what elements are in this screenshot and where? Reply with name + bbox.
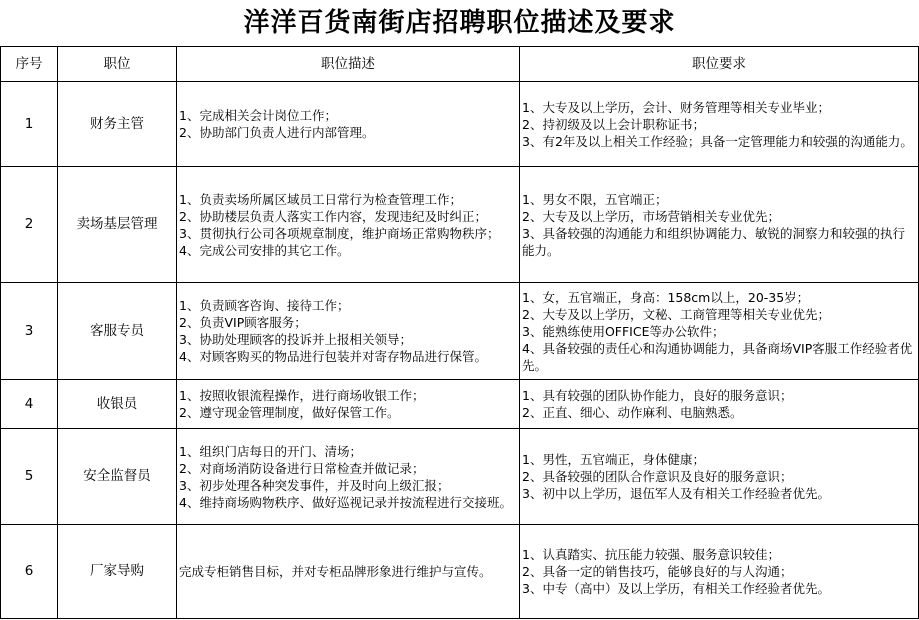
cell-requirements — [520, 82, 919, 167]
requirement-line: 2、持初级及以上会计职称证书； — [522, 116, 705, 132]
cell-no: 2 — [1, 167, 58, 283]
requirement-line: 3、初中以上学历，退伍军人及有相关工作经验者优先。 — [522, 486, 830, 501]
cell-requirements — [520, 283, 919, 380]
requirement-line: 1、大专及以上学历，会计、财务管理等相关专业毕业； — [522, 99, 830, 115]
description-line: 1、负责顾客咨询、接待工作； — [179, 298, 350, 313]
description-line: 1、负责卖场所属区域员工日常行为检查管理工作； — [179, 191, 462, 207]
description-line: 3、初步处理各种突发事件，并及时向上级汇报； — [179, 477, 450, 493]
cell-no: 6 — [1, 525, 58, 619]
table-row — [1, 82, 919, 167]
cell-no: 5 — [1, 429, 58, 525]
description-line: 4、对顾客购买的物品进行包装并对寄存物品进行保管。 — [179, 349, 487, 364]
requirement-line: 2、大专及以上学历，文秘、工商管理等相关专业优先； — [522, 306, 830, 322]
cell-position: 厂家导购 — [58, 525, 177, 619]
description-line: 1、组织门店每日的开门、清场； — [179, 443, 362, 459]
cell-requirements — [520, 380, 919, 429]
requirement-line: 3、具备较强的沟通能力和组织协调能力、敏锐的洞察力和较强的执行能力。 — [522, 225, 905, 258]
description-line: 2、协助楼层负责人落实工作内容，发现违纪及时纠正； — [179, 208, 487, 224]
cell-description — [177, 283, 520, 380]
header-position: 职位 — [58, 47, 177, 82]
cell-position: 客服专员 — [58, 283, 177, 380]
cell-requirements — [520, 525, 919, 619]
requirement-line: 3、能熟练使用OFFICE等办公软件； — [522, 323, 725, 339]
description-line: 1、完成相关会计岗位工作； — [179, 108, 337, 123]
cell-description — [177, 525, 520, 619]
requirement-line: 3、有2年及以上相关工作经验；具备一定管理能力和较强的沟通能力。 — [522, 133, 913, 149]
table-row — [1, 283, 919, 380]
job-table — [0, 46, 919, 619]
requirement-line: 2、具备较强的团队合作意识及良好的服务意识； — [522, 469, 793, 484]
requirement-line: 2、具备一定的销售技巧，能够良好的与人沟通； — [522, 564, 793, 579]
description-line: 4、维持商场购物秩序、做好巡视记录并按流程进行交接班。 — [179, 494, 512, 510]
table-row — [1, 525, 919, 619]
description-line: 3、贯彻执行公司各项规章制度，维护商场正常购物秩序； — [179, 225, 500, 241]
description-line: 2、对商场消防设备进行日常检查并做记录； — [179, 460, 425, 476]
cell-position: 安全监督员 — [58, 429, 177, 525]
header-no: 序号 — [1, 47, 58, 82]
cell-requirements — [520, 167, 919, 283]
requirement-line: 1、女，五官端正，身高：158cm以上，20-35岁； — [522, 289, 810, 305]
cell-no: 3 — [1, 283, 58, 380]
requirement-line: 4、具备较强的责任心和沟通协调能力，具备商场VIP客服工作经验者优先。 — [522, 340, 913, 373]
description-line: 2、协助部门负责人进行内部管理。 — [179, 125, 375, 140]
requirement-line: 1、具有较强的团队协作能力，良好的服务意识； — [522, 388, 793, 403]
cell-description — [177, 429, 520, 525]
description-line: 4、完成公司安排的其它工作。 — [179, 242, 350, 258]
cell-requirements — [520, 429, 919, 525]
cell-description — [177, 380, 520, 429]
table-header-row — [1, 47, 919, 82]
page-title: 洋洋百货南街店招聘职位描述及要求 — [243, 8, 676, 38]
table-row — [1, 167, 919, 283]
cell-position: 卖场基层管理 — [58, 167, 177, 283]
cell-no: 1 — [1, 82, 58, 167]
description-line: 完成专柜销售目标，并对专柜品牌形象进行维护与宣传。 — [179, 564, 492, 579]
cell-position: 财务主管 — [58, 82, 177, 167]
description-line: 3、协助处理顾客的投诉并上报相关领导； — [179, 332, 412, 347]
requirement-line: 1、认真踏实、抗压能力较强、服务意识较佳； — [522, 547, 780, 562]
description-line: 2、负责VIP顾客服务； — [179, 315, 307, 330]
requirement-line: 2、大专及以上学历，市场营销相关专业优先； — [522, 208, 780, 224]
table-row — [1, 429, 919, 525]
header-description: 职位描述 — [177, 47, 520, 82]
cell-description — [177, 167, 520, 283]
description-line: 1、按照收银流程操作，进行商场收银工作； — [179, 388, 425, 403]
requirement-line: 3、中专（高中）及以上学历，有相关工作经验者优先。 — [522, 581, 830, 596]
cell-position: 收银员 — [58, 380, 177, 429]
requirement-line: 2、正直、细心、动作麻利、电脑熟悉。 — [522, 405, 743, 420]
header-requirements: 职位要求 — [520, 47, 919, 82]
cell-no: 4 — [1, 380, 58, 429]
requirement-line: 1、男女不限，五官端正； — [522, 191, 668, 207]
cell-description — [177, 82, 520, 167]
requirement-line: 1、男性，五官端正，身体健康； — [522, 452, 705, 467]
description-line: 2、遵守现金管理制度，做好保管工作。 — [179, 405, 400, 420]
table-row — [1, 380, 919, 429]
